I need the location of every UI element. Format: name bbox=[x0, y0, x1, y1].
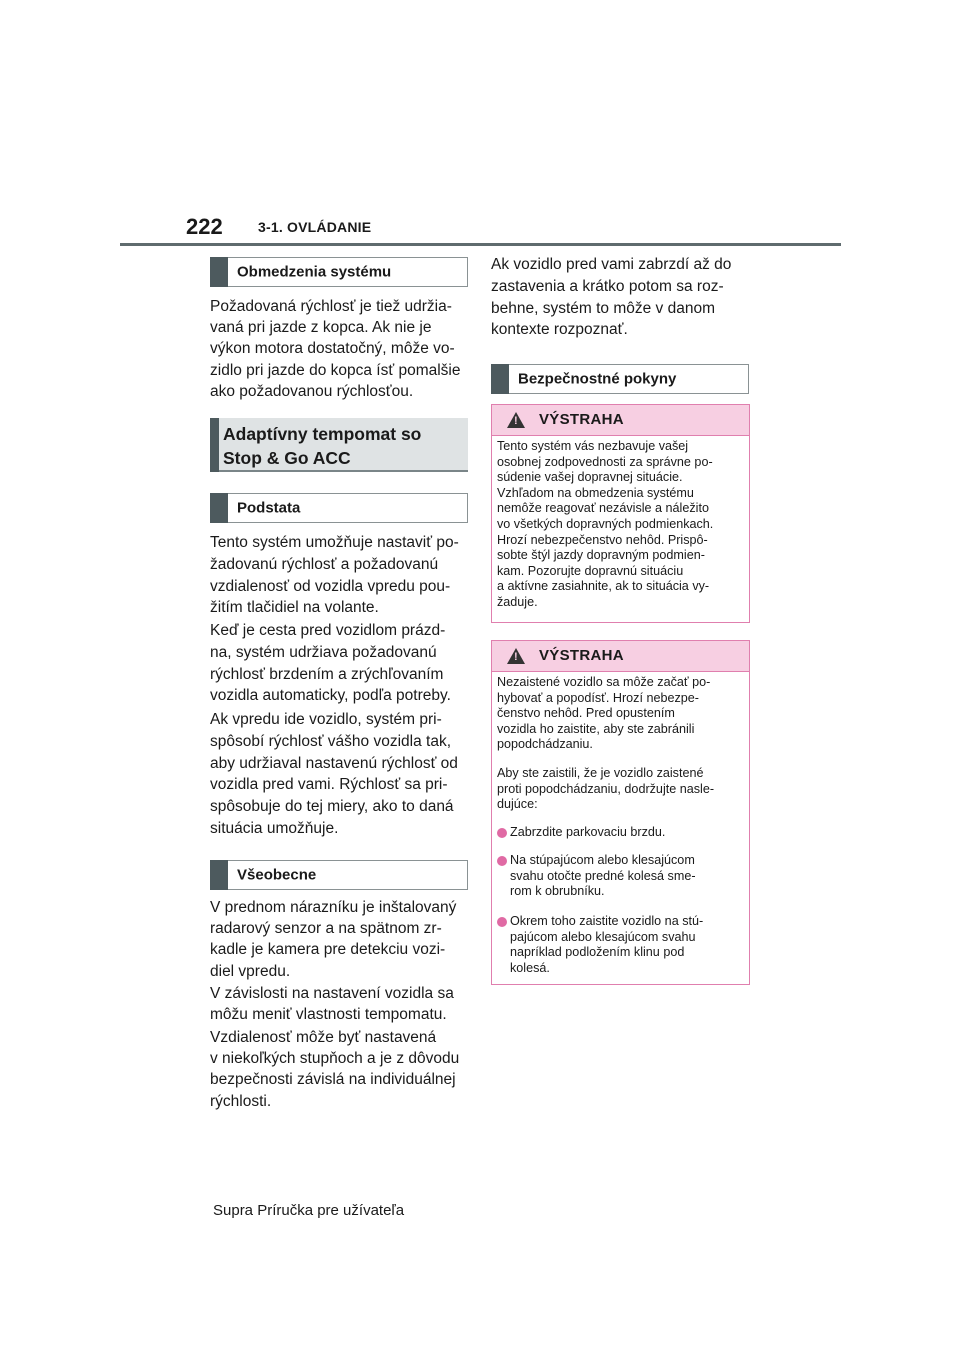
section-acc bbox=[210, 418, 468, 472]
header-rule bbox=[120, 243, 841, 246]
section-title: Obmedzenia systému bbox=[237, 263, 392, 281]
warning-text: Tento systém vás nezbavuje vašej osobnej zodpovednosti za správne po- súdenie vašej dopravnej situácie. Vzhľadom na obmedzenia systému nemôže reagovať nezávisle a náležito vo všetkých dopravných podmienkach. Hrozí nebezpečenstvo nehôd. Prispô- sobte štýl jazdy dopravným podmien- kam. Pozorujte dopravnú situáciu a aktívne zasiahnite, ak to situácia vy- žaduje. bbox=[497, 439, 714, 609]
general-paragraph-2: V závislosti na nastavení vozidla sa môžu meniť vlastnosti tempomatu. bbox=[210, 985, 454, 1024]
page-number: 222 bbox=[186, 214, 223, 239]
warning-icon bbox=[507, 648, 525, 664]
section-safety bbox=[491, 364, 749, 394]
section-limits bbox=[210, 257, 468, 287]
limits-text: Požadovaná rýchlosť je tiež udržia- vaná pri jazde z kopca. Ak nie je výkon motora dostatočný, môže vo- zidlo pri jazde do kopca ísť pomalšie ako požadovanou rýchlosťou. bbox=[210, 298, 461, 400]
principle-paragraph-2: Keď je cesta pred vozidlom prázd- na, systém udržiava požadovanú rýchlosť brzdením a zrýchľovaním vozidla automaticky, podľa potreby. bbox=[210, 622, 451, 705]
warning-title: VÝSTRAHA bbox=[539, 647, 624, 664]
section-bar bbox=[491, 364, 509, 394]
warning-paragraph-1: Nezaistené vozidlo sa môže začať po- hybovať a popodísť. Hrozí nebezpe- čenstvo nehôd. Pred opustením vozidla ho zaistite, aby ste zabránili popodchádzaniu. bbox=[497, 675, 711, 752]
warning-box-2 bbox=[491, 640, 750, 985]
bullet-item: Na stúpajúcom alebo klesajúcom svahu otočte predné kolesá sme- rom k obrubníku. bbox=[510, 853, 696, 899]
section-title: Bezpečnostné pokyny bbox=[518, 370, 677, 388]
section-bar bbox=[210, 493, 228, 523]
principle-paragraph-3: Ak vpredu ide vozidlo, systém pri- spôsobí rýchlosť vášho vozidla tak, aby udržiaval nastavenú rýchlosť od vozidla pred vami. Rýchlosť sa pri- spôsobuje do tej miery, ako to daná situácia umožňuje. bbox=[210, 711, 458, 837]
section-bar bbox=[210, 860, 228, 890]
warning-header bbox=[492, 405, 749, 436]
section-title: Všeobecne bbox=[237, 866, 317, 884]
bullet-icon bbox=[497, 917, 507, 927]
bullet-item: Zabrzdite parkovaciu brzdu. bbox=[510, 825, 666, 839]
warning-title: VÝSTRAHA bbox=[539, 411, 624, 428]
stop-go-text: Ak vozidlo pred vami zabrzdí až do zastavenia a krátko potom sa roz- behne, systém to môže v danom kontexte rozpoznať. bbox=[491, 256, 732, 339]
warning-box-1 bbox=[491, 404, 750, 623]
footer-text: Supra Príručka pre užívateľa bbox=[213, 1202, 405, 1219]
general-paragraph-1: V prednom nárazníku je inštalovaný radarový senzor a na spätnom zr- kadle je kamera pre detekciu vozi- diel vpredu. bbox=[210, 899, 457, 980]
section-general bbox=[210, 860, 468, 890]
section-title: Adaptívny tempomat so Stop & Go ACC bbox=[223, 424, 422, 468]
warning-header bbox=[492, 641, 749, 672]
section-bar bbox=[210, 418, 219, 472]
section-bar bbox=[210, 257, 228, 287]
section-title: Podstata bbox=[237, 499, 301, 517]
principle-paragraph-1: Tento systém umožňuje nastaviť po- žadovanú rýchlosť a požadovanú vzdialenosť od vozidla vpredu pou- žitím tlačidiel na volante. bbox=[210, 534, 459, 617]
bullet-icon bbox=[497, 828, 507, 838]
section-principle bbox=[210, 493, 468, 523]
chapter-title: 3-1. OVLÁDANIE bbox=[258, 219, 372, 235]
warning-paragraph-2: Aby ste zaistili, že je vozidlo zaistené proti popodchádzaniu, dodržujte nasle- dujúce: bbox=[497, 766, 715, 812]
warning-icon bbox=[507, 412, 525, 428]
general-paragraph-3: Vzdialenosť môže byť nastavená v niekoľkých stupňoch a je z dôvodu bezpečnosti závislá na individuálnej rýchlosti. bbox=[210, 1029, 460, 1110]
bullet-icon bbox=[497, 856, 507, 866]
bullet-item: Okrem toho zaistite vozidlo na stú- pajúcom alebo klesajúcom svahu napríklad podložením klinu pod kolesá. bbox=[510, 914, 704, 975]
